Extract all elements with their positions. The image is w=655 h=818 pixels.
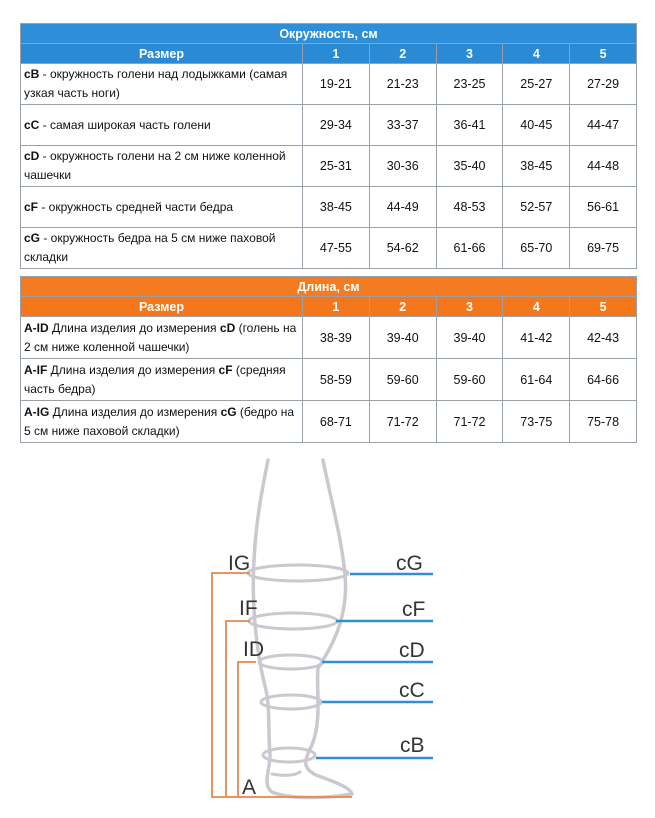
measure-text: - окружность голени на 2 см ниже коленной чашечки: [24, 149, 286, 182]
circumference-table-title: Окружность, см: [21, 24, 637, 44]
cell-value: 21-23: [369, 64, 436, 105]
cell-value: 59-60: [369, 359, 436, 401]
cell-value: 38-45: [503, 146, 570, 187]
cell-value: 68-71: [303, 401, 370, 443]
length-text: Длина изделия до измерения: [49, 404, 221, 419]
cell-value: 71-72: [369, 401, 436, 443]
measure-code: cD: [24, 149, 40, 163]
label-cg: cG: [396, 552, 423, 575]
cell-value: 27-29: [570, 64, 637, 105]
row-description: [21, 64, 303, 105]
cell-value: 44-47: [570, 105, 637, 146]
cell-value: 42-43: [570, 317, 637, 359]
table-row: [21, 105, 637, 146]
cell-value: 23-25: [436, 64, 503, 105]
cell-value: 38-45: [303, 187, 370, 228]
size-header-2: 2: [369, 297, 436, 317]
measure-code: cD: [219, 320, 236, 335]
cell-value: 61-64: [503, 359, 570, 401]
label-cc: cC: [399, 679, 425, 702]
size-header-4: 4: [503, 297, 570, 317]
cell-value: 39-40: [436, 317, 503, 359]
cell-value: 44-49: [369, 187, 436, 228]
cell-value: 71-72: [436, 401, 503, 443]
ring-cf: [249, 613, 337, 629]
label-id: ID: [243, 638, 264, 661]
measure-code: cF: [218, 362, 233, 377]
length-text: (бедро на 5 см ниже паховой складки): [24, 404, 295, 438]
length-text: Длина изделия до измерения: [47, 362, 219, 377]
size-header-2: 2: [369, 44, 436, 64]
cell-value: 33-37: [369, 105, 436, 146]
cell-value: 48-53: [436, 187, 503, 228]
row-description: [21, 317, 303, 359]
cell-value: 19-21: [303, 64, 370, 105]
label-cb: cB: [400, 734, 425, 757]
cell-value: 44-48: [570, 146, 637, 187]
cell-value: 38-39: [303, 317, 370, 359]
measure-code: cB: [24, 67, 40, 81]
table-row: [21, 317, 637, 359]
table-row: [21, 187, 637, 228]
measure-text: - самая широкая часть голени: [39, 117, 211, 132]
size-header-5: 5: [570, 297, 637, 317]
label-cf: cF: [402, 598, 426, 621]
measurement-rings: [248, 565, 348, 762]
measure-code: cF: [24, 199, 39, 214]
cell-value: 47-55: [303, 228, 370, 269]
measure-code: cG: [24, 231, 41, 245]
cell-value: 40-45: [503, 105, 570, 146]
measure-code: cG: [220, 404, 237, 419]
table-row: [21, 359, 637, 401]
table-row: [21, 228, 637, 269]
length-code: A-IF: [24, 362, 48, 377]
row-description: [21, 401, 303, 443]
label-cd: cD: [399, 639, 425, 662]
size-header-3: 3: [436, 297, 503, 317]
length-table: [20, 276, 637, 443]
cell-value: 41-42: [503, 317, 570, 359]
size-header-label: Размер: [21, 44, 303, 64]
size-header-1: 1: [303, 297, 370, 317]
label-ig: IG: [228, 552, 251, 575]
ring-cc: [261, 695, 321, 709]
cell-value: 61-66: [436, 228, 503, 269]
label-if: IF: [239, 597, 258, 620]
measure-text: - окружность средней части бедра: [38, 199, 234, 214]
size-header-1: 1: [303, 44, 370, 64]
measure-text: - окружность голени над лодыжками (самая узкая часть ноги): [24, 67, 288, 100]
length-text: (голень на 2 см ниже коленной чашечки): [24, 320, 297, 354]
cell-value: 29-34: [303, 105, 370, 146]
row-description: [21, 228, 303, 269]
cell-value: 25-31: [303, 146, 370, 187]
measure-code: cC: [24, 117, 40, 132]
row-description: [21, 105, 303, 146]
label-a: A: [242, 776, 257, 799]
size-header-5: 5: [570, 44, 637, 64]
cell-value: 64-66: [570, 359, 637, 401]
cell-value: 73-75: [503, 401, 570, 443]
row-description: [21, 359, 303, 401]
cell-value: 30-36: [369, 146, 436, 187]
ring-cg: [248, 565, 348, 581]
circumference-table: [20, 23, 637, 269]
cell-value: 69-75: [570, 228, 637, 269]
ring-cd: [259, 655, 323, 669]
size-header-3: 3: [436, 44, 503, 64]
table-row: [21, 146, 637, 187]
length-table-title: Длина, см: [21, 277, 637, 297]
leg-measurement-diagram: [0, 450, 655, 818]
bracket-a-ig: [212, 573, 352, 797]
cell-value: 35-40: [436, 146, 503, 187]
cell-value: 58-59: [303, 359, 370, 401]
table-row: [21, 401, 637, 443]
cell-value: 56-61: [570, 187, 637, 228]
cell-value: 75-78: [570, 401, 637, 443]
length-text: (средняя часть бедра): [24, 362, 286, 396]
cell-value: 65-70: [503, 228, 570, 269]
size-header-4: 4: [503, 44, 570, 64]
size-header-label: Размер: [21, 297, 303, 317]
row-description: [21, 146, 303, 187]
length-text: Длина изделия до измерения: [48, 320, 220, 335]
measure-text: - окружность бедра на 5 см ниже паховой складки: [24, 231, 276, 264]
cell-value: 36-41: [436, 105, 503, 146]
table-row: [21, 64, 637, 105]
cell-value: 52-57: [503, 187, 570, 228]
length-brackets: [212, 573, 352, 797]
cell-value: 59-60: [436, 359, 503, 401]
length-code: A-IG: [24, 404, 50, 419]
cell-value: 25-27: [503, 64, 570, 105]
row-description: [21, 187, 303, 228]
length-code: A-ID: [24, 320, 49, 335]
cell-value: 39-40: [369, 317, 436, 359]
cell-value: 54-62: [369, 228, 436, 269]
